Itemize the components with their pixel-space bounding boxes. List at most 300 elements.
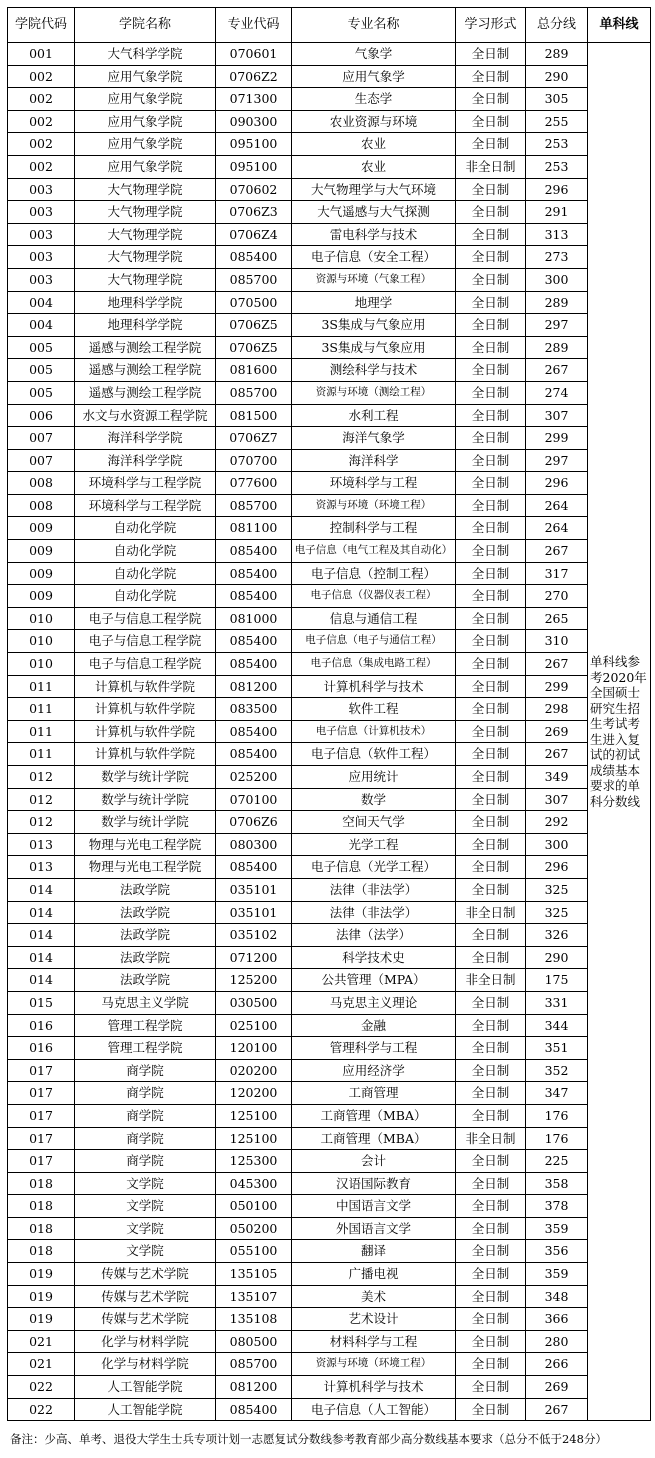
- table-row: [8, 517, 651, 540]
- total-score-cell: 253: [526, 133, 588, 156]
- college-code-cell: 015: [8, 991, 75, 1014]
- college-code-cell: 022: [8, 1398, 75, 1421]
- major-name-cell: 管理科学与工程: [292, 1037, 456, 1060]
- college-name-cell: 文学院: [75, 1172, 216, 1195]
- major-name-cell: 应用经济学: [292, 1059, 456, 1082]
- major-name-cell: 环境科学与工程: [292, 472, 456, 495]
- total-score-cell: 225: [526, 1150, 588, 1173]
- header-study-mode: 学习形式: [456, 8, 526, 43]
- study-mode-cell: 全日制: [456, 178, 526, 201]
- table-row: [8, 291, 651, 314]
- college-code-cell: 017: [8, 1150, 75, 1173]
- major-code-cell: 0706Z5: [216, 336, 292, 359]
- college-code-cell: 018: [8, 1172, 75, 1195]
- college-name-cell: 电子与信息工程学院: [75, 607, 216, 630]
- table-row: [8, 336, 651, 359]
- table-row: [8, 1037, 651, 1060]
- table-row: [8, 449, 651, 472]
- major-code-cell: 081500: [216, 404, 292, 427]
- major-code-cell: 071200: [216, 946, 292, 969]
- college-code-cell: 009: [8, 540, 75, 563]
- table-row: [8, 1195, 651, 1218]
- college-name-cell: 数学与统计学院: [75, 766, 216, 789]
- table-row: [8, 811, 651, 834]
- college-code-cell: 008: [8, 494, 75, 517]
- total-score-cell: 307: [526, 788, 588, 811]
- table-row: [8, 133, 651, 156]
- major-name-cell: 中国语言文学: [292, 1195, 456, 1218]
- college-code-cell: 005: [8, 359, 75, 382]
- study-mode-cell: 全日制: [456, 743, 526, 766]
- study-mode-cell: 全日制: [456, 585, 526, 608]
- table-row: [8, 675, 651, 698]
- major-name-cell: 公共管理（MPA）: [292, 969, 456, 992]
- major-name-cell: 资源与环境（测绘工程）: [292, 381, 456, 404]
- total-score-cell: 267: [526, 1398, 588, 1421]
- study-mode-cell: 全日制: [456, 788, 526, 811]
- total-score-cell: 325: [526, 878, 588, 901]
- major-name-cell: 电子信息（控制工程）: [292, 562, 456, 585]
- table-row: [8, 856, 651, 879]
- college-code-cell: 018: [8, 1240, 75, 1263]
- major-name-cell: 电子信息（电子与通信工程）: [292, 630, 456, 653]
- table-row: [8, 1059, 651, 1082]
- college-code-cell: 014: [8, 969, 75, 992]
- header-single-subject: 单科线: [588, 8, 651, 43]
- study-mode-cell: 全日制: [456, 856, 526, 879]
- college-code-cell: 003: [8, 178, 75, 201]
- major-code-cell: 0706Z6: [216, 811, 292, 834]
- college-name-cell: 大气物理学院: [75, 246, 216, 269]
- total-score-cell: 300: [526, 833, 588, 856]
- table-row: [8, 698, 651, 721]
- header-major-code: 专业代码: [216, 8, 292, 43]
- major-name-cell: 电子信息（安全工程）: [292, 246, 456, 269]
- major-code-cell: 035101: [216, 878, 292, 901]
- college-code-cell: 003: [8, 223, 75, 246]
- college-code-cell: 005: [8, 381, 75, 404]
- study-mode-cell: 全日制: [456, 336, 526, 359]
- study-mode-cell: 全日制: [456, 65, 526, 88]
- major-name-cell: 资源与环境（环境工程）: [292, 494, 456, 517]
- study-mode-cell: 非全日制: [456, 901, 526, 924]
- study-mode-cell: 全日制: [456, 472, 526, 495]
- college-name-cell: 环境科学与工程学院: [75, 494, 216, 517]
- major-code-cell: 095100: [216, 133, 292, 156]
- college-name-cell: 大气物理学院: [75, 178, 216, 201]
- major-code-cell: 085700: [216, 381, 292, 404]
- total-score-cell: 273: [526, 246, 588, 269]
- total-score-cell: 274: [526, 381, 588, 404]
- total-score-cell: 290: [526, 946, 588, 969]
- total-score-cell: 176: [526, 1127, 588, 1150]
- table-row: [8, 901, 651, 924]
- study-mode-cell: 全日制: [456, 924, 526, 947]
- table-row: [8, 585, 651, 608]
- major-code-cell: 085400: [216, 540, 292, 563]
- header-total-score: 总分线: [526, 8, 588, 43]
- study-mode-cell: 全日制: [456, 1172, 526, 1195]
- total-score-cell: 176: [526, 1104, 588, 1127]
- college-name-cell: 传媒与艺术学院: [75, 1285, 216, 1308]
- major-code-cell: 085400: [216, 856, 292, 879]
- college-code-cell: 002: [8, 155, 75, 178]
- college-name-cell: 水文与水资源工程学院: [75, 404, 216, 427]
- college-name-cell: 应用气象学院: [75, 88, 216, 111]
- college-code-cell: 003: [8, 268, 75, 291]
- total-score-cell: 356: [526, 1240, 588, 1263]
- study-mode-cell: 非全日制: [456, 969, 526, 992]
- college-code-cell: 003: [8, 246, 75, 269]
- table-row: [8, 1217, 651, 1240]
- major-name-cell: 光学工程: [292, 833, 456, 856]
- study-mode-cell: 全日制: [456, 833, 526, 856]
- college-code-cell: 007: [8, 449, 75, 472]
- college-code-cell: 010: [8, 607, 75, 630]
- major-code-cell: 135107: [216, 1285, 292, 1308]
- major-code-cell: 080300: [216, 833, 292, 856]
- table-row: [8, 359, 651, 382]
- college-name-cell: 电子与信息工程学院: [75, 653, 216, 676]
- table-row: [8, 1308, 651, 1331]
- major-name-cell: 科学技术史: [292, 946, 456, 969]
- major-name-cell: 翻译: [292, 1240, 456, 1263]
- major-code-cell: 035101: [216, 901, 292, 924]
- major-name-cell: 资源与环境（环境工程）: [292, 1353, 456, 1376]
- college-name-cell: 自动化学院: [75, 585, 216, 608]
- college-name-cell: 自动化学院: [75, 562, 216, 585]
- college-code-cell: 021: [8, 1353, 75, 1376]
- college-code-cell: 005: [8, 336, 75, 359]
- major-name-cell: 生态学: [292, 88, 456, 111]
- study-mode-cell: 全日制: [456, 1308, 526, 1331]
- table-row: [8, 1150, 651, 1173]
- table-row: [8, 155, 651, 178]
- total-score-cell: 298: [526, 698, 588, 721]
- table-row: [8, 404, 651, 427]
- college-name-cell: 法政学院: [75, 878, 216, 901]
- college-code-cell: 007: [8, 427, 75, 450]
- major-code-cell: 081000: [216, 607, 292, 630]
- total-score-cell: 297: [526, 449, 588, 472]
- total-score-cell: 313: [526, 223, 588, 246]
- study-mode-cell: 全日制: [456, 766, 526, 789]
- single-subject-note-cell: 单科线参考2020年全国硕士研究生招生考试考生进入复试的初试成绩基本要求的单科分数线: [588, 43, 651, 1421]
- total-score-cell: 325: [526, 901, 588, 924]
- major-name-cell: 3S集成与气象应用: [292, 336, 456, 359]
- college-code-cell: 009: [8, 517, 75, 540]
- total-score-cell: 351: [526, 1037, 588, 1060]
- college-code-cell: 004: [8, 291, 75, 314]
- college-name-cell: 化学与材料学院: [75, 1353, 216, 1376]
- table-row: [8, 630, 651, 653]
- study-mode-cell: 全日制: [456, 268, 526, 291]
- table-row: [8, 766, 651, 789]
- college-name-cell: 物理与光电工程学院: [75, 833, 216, 856]
- table-row: [8, 1330, 651, 1353]
- total-score-cell: 267: [526, 653, 588, 676]
- college-code-cell: 014: [8, 901, 75, 924]
- major-name-cell: 大气物理学与大气环境: [292, 178, 456, 201]
- college-code-cell: 012: [8, 811, 75, 834]
- study-mode-cell: 全日制: [456, 1217, 526, 1240]
- study-mode-cell: 全日制: [456, 427, 526, 450]
- major-code-cell: 135105: [216, 1263, 292, 1286]
- major-name-cell: 电子信息（人工智能）: [292, 1398, 456, 1421]
- major-name-cell: 艺术设计: [292, 1308, 456, 1331]
- table-row: [8, 268, 651, 291]
- college-code-cell: 010: [8, 630, 75, 653]
- total-score-cell: 289: [526, 43, 588, 66]
- total-score-cell: 299: [526, 427, 588, 450]
- major-code-cell: 085400: [216, 653, 292, 676]
- study-mode-cell: 全日制: [456, 1037, 526, 1060]
- total-score-cell: 280: [526, 1330, 588, 1353]
- major-code-cell: 120200: [216, 1082, 292, 1105]
- college-name-cell: 文学院: [75, 1195, 216, 1218]
- college-name-cell: 应用气象学院: [75, 155, 216, 178]
- header-college-code: 学院代码: [8, 8, 75, 43]
- total-score-cell: 310: [526, 630, 588, 653]
- college-name-cell: 地理科学学院: [75, 314, 216, 337]
- college-name-cell: 传媒与艺术学院: [75, 1263, 216, 1286]
- major-name-cell: 金融: [292, 1014, 456, 1037]
- study-mode-cell: 全日制: [456, 878, 526, 901]
- college-name-cell: 遥感与测绘工程学院: [75, 359, 216, 382]
- total-score-cell: 297: [526, 314, 588, 337]
- college-name-cell: 环境科学与工程学院: [75, 472, 216, 495]
- total-score-cell: 344: [526, 1014, 588, 1037]
- study-mode-cell: 全日制: [456, 562, 526, 585]
- total-score-cell: 267: [526, 743, 588, 766]
- study-mode-cell: 全日制: [456, 404, 526, 427]
- study-mode-cell: 全日制: [456, 1014, 526, 1037]
- total-score-cell: 317: [526, 562, 588, 585]
- college-code-cell: 017: [8, 1082, 75, 1105]
- major-code-cell: 070100: [216, 788, 292, 811]
- college-code-cell: 011: [8, 675, 75, 698]
- college-name-cell: 商学院: [75, 1082, 216, 1105]
- table-row: [8, 1376, 651, 1399]
- table-row: [8, 65, 651, 88]
- major-code-cell: 030500: [216, 991, 292, 1014]
- college-code-cell: 019: [8, 1263, 75, 1286]
- major-code-cell: 081200: [216, 1376, 292, 1399]
- study-mode-cell: 全日制: [456, 246, 526, 269]
- table-row: [8, 924, 651, 947]
- major-name-cell: 农业: [292, 155, 456, 178]
- table-row: [8, 991, 651, 1014]
- study-mode-cell: 全日制: [456, 698, 526, 721]
- total-score-cell: 269: [526, 1376, 588, 1399]
- major-name-cell: 法律（法学）: [292, 924, 456, 947]
- major-name-cell: 测绘科学与技术: [292, 359, 456, 382]
- study-mode-cell: 全日制: [456, 1285, 526, 1308]
- table-row: [8, 969, 651, 992]
- study-mode-cell: 全日制: [456, 381, 526, 404]
- major-code-cell: 055100: [216, 1240, 292, 1263]
- table-row: [8, 562, 651, 585]
- total-score-cell: 269: [526, 720, 588, 743]
- table-row: [8, 1285, 651, 1308]
- college-name-cell: 数学与统计学院: [75, 788, 216, 811]
- major-code-cell: 070700: [216, 449, 292, 472]
- major-code-cell: 025200: [216, 766, 292, 789]
- major-code-cell: 085700: [216, 494, 292, 517]
- college-name-cell: 计算机与软件学院: [75, 743, 216, 766]
- college-name-cell: 管理工程学院: [75, 1014, 216, 1037]
- major-name-cell: 材料科学与工程: [292, 1330, 456, 1353]
- college-name-cell: 商学院: [75, 1104, 216, 1127]
- college-name-cell: 计算机与软件学院: [75, 675, 216, 698]
- total-score-cell: 359: [526, 1263, 588, 1286]
- table-row: [8, 946, 651, 969]
- college-code-cell: 008: [8, 472, 75, 495]
- college-name-cell: 人工智能学院: [75, 1398, 216, 1421]
- major-name-cell: 会计: [292, 1150, 456, 1173]
- study-mode-cell: 全日制: [456, 540, 526, 563]
- major-name-cell: 数学: [292, 788, 456, 811]
- table-row: [8, 607, 651, 630]
- college-name-cell: 大气物理学院: [75, 223, 216, 246]
- college-name-cell: 商学院: [75, 1127, 216, 1150]
- total-score-cell: 270: [526, 585, 588, 608]
- major-name-cell: 气象学: [292, 43, 456, 66]
- college-name-cell: 大气物理学院: [75, 268, 216, 291]
- total-score-cell: 347: [526, 1082, 588, 1105]
- study-mode-cell: 全日制: [456, 43, 526, 66]
- major-name-cell: 电子信息（仪器仪表工程）: [292, 585, 456, 608]
- major-name-cell: 资源与环境（气象工程）: [292, 268, 456, 291]
- major-code-cell: 085400: [216, 246, 292, 269]
- total-score-cell: 348: [526, 1285, 588, 1308]
- major-code-cell: 045300: [216, 1172, 292, 1195]
- total-score-cell: 349: [526, 766, 588, 789]
- college-code-cell: 013: [8, 833, 75, 856]
- major-code-cell: 070602: [216, 178, 292, 201]
- college-name-cell: 商学院: [75, 1150, 216, 1173]
- table-row: [8, 1082, 651, 1105]
- total-score-cell: 264: [526, 494, 588, 517]
- college-code-cell: 006: [8, 404, 75, 427]
- major-name-cell: 海洋气象学: [292, 427, 456, 450]
- college-name-cell: 管理工程学院: [75, 1037, 216, 1060]
- table-row: [8, 878, 651, 901]
- study-mode-cell: 全日制: [456, 201, 526, 224]
- total-score-cell: 266: [526, 1353, 588, 1376]
- total-score-cell: 292: [526, 811, 588, 834]
- college-code-cell: 011: [8, 720, 75, 743]
- major-name-cell: 广播电视: [292, 1263, 456, 1286]
- table-row: [8, 88, 651, 111]
- major-name-cell: 水利工程: [292, 404, 456, 427]
- study-mode-cell: 全日制: [456, 1150, 526, 1173]
- college-code-cell: 017: [8, 1127, 75, 1150]
- table-row: [8, 472, 651, 495]
- major-name-cell: 农业资源与环境: [292, 110, 456, 133]
- table-row: [8, 1014, 651, 1037]
- major-code-cell: 071300: [216, 88, 292, 111]
- study-mode-cell: 全日制: [456, 1082, 526, 1105]
- college-code-cell: 017: [8, 1059, 75, 1082]
- study-mode-cell: 全日制: [456, 1263, 526, 1286]
- study-mode-cell: 全日制: [456, 449, 526, 472]
- total-score-cell: 255: [526, 110, 588, 133]
- total-score-cell: 264: [526, 517, 588, 540]
- college-name-cell: 化学与材料学院: [75, 1330, 216, 1353]
- table-row: [8, 720, 651, 743]
- total-score-cell: 378: [526, 1195, 588, 1218]
- total-score-cell: 175: [526, 969, 588, 992]
- major-code-cell: 0706Z4: [216, 223, 292, 246]
- college-name-cell: 应用气象学院: [75, 110, 216, 133]
- study-mode-cell: 全日制: [456, 1195, 526, 1218]
- major-name-cell: 电子信息（软件工程）: [292, 743, 456, 766]
- major-code-cell: 125100: [216, 1127, 292, 1150]
- college-name-cell: 应用气象学院: [75, 133, 216, 156]
- college-name-cell: 地理科学学院: [75, 291, 216, 314]
- major-name-cell: 应用气象学: [292, 65, 456, 88]
- major-code-cell: 0706Z2: [216, 65, 292, 88]
- study-mode-cell: 全日制: [456, 517, 526, 540]
- study-mode-cell: 全日制: [456, 675, 526, 698]
- major-code-cell: 090300: [216, 110, 292, 133]
- major-code-cell: 050100: [216, 1195, 292, 1218]
- college-code-cell: 014: [8, 878, 75, 901]
- college-code-cell: 012: [8, 766, 75, 789]
- college-name-cell: 遥感与测绘工程学院: [75, 336, 216, 359]
- table-row: [8, 1172, 651, 1195]
- college-code-cell: 001: [8, 43, 75, 66]
- major-code-cell: 085400: [216, 743, 292, 766]
- college-code-cell: 011: [8, 743, 75, 766]
- header-major-name: 专业名称: [292, 8, 456, 43]
- college-name-cell: 文学院: [75, 1240, 216, 1263]
- table-row: [8, 1353, 651, 1376]
- major-code-cell: 085700: [216, 268, 292, 291]
- college-name-cell: 传媒与艺术学院: [75, 1308, 216, 1331]
- major-code-cell: 020200: [216, 1059, 292, 1082]
- study-mode-cell: 全日制: [456, 720, 526, 743]
- total-score-cell: 305: [526, 88, 588, 111]
- study-mode-cell: 全日制: [456, 653, 526, 676]
- major-code-cell: 080500: [216, 1330, 292, 1353]
- major-code-cell: 0706Z3: [216, 201, 292, 224]
- college-name-cell: 应用气象学院: [75, 65, 216, 88]
- college-name-cell: 海洋科学学院: [75, 449, 216, 472]
- major-name-cell: 计算机科学与技术: [292, 1376, 456, 1399]
- table-row: [8, 427, 651, 450]
- major-name-cell: 电子信息（集成电路工程）: [292, 653, 456, 676]
- study-mode-cell: 全日制: [456, 133, 526, 156]
- college-name-cell: 人工智能学院: [75, 1376, 216, 1399]
- score-table-container: [7, 7, 650, 1421]
- college-code-cell: 012: [8, 788, 75, 811]
- major-name-cell: 3S集成与气象应用: [292, 314, 456, 337]
- study-mode-cell: 全日制: [456, 607, 526, 630]
- college-name-cell: 电子与信息工程学院: [75, 630, 216, 653]
- major-code-cell: 035102: [216, 924, 292, 947]
- major-name-cell: 电子信息（电气工程及其自动化）: [292, 540, 456, 563]
- study-mode-cell: 全日制: [456, 110, 526, 133]
- major-code-cell: 0706Z7: [216, 427, 292, 450]
- major-code-cell: 085400: [216, 1398, 292, 1421]
- table-row: [8, 743, 651, 766]
- table-row: [8, 246, 651, 269]
- college-code-cell: 021: [8, 1330, 75, 1353]
- major-code-cell: 095100: [216, 155, 292, 178]
- major-name-cell: 工商管理（MBA）: [292, 1127, 456, 1150]
